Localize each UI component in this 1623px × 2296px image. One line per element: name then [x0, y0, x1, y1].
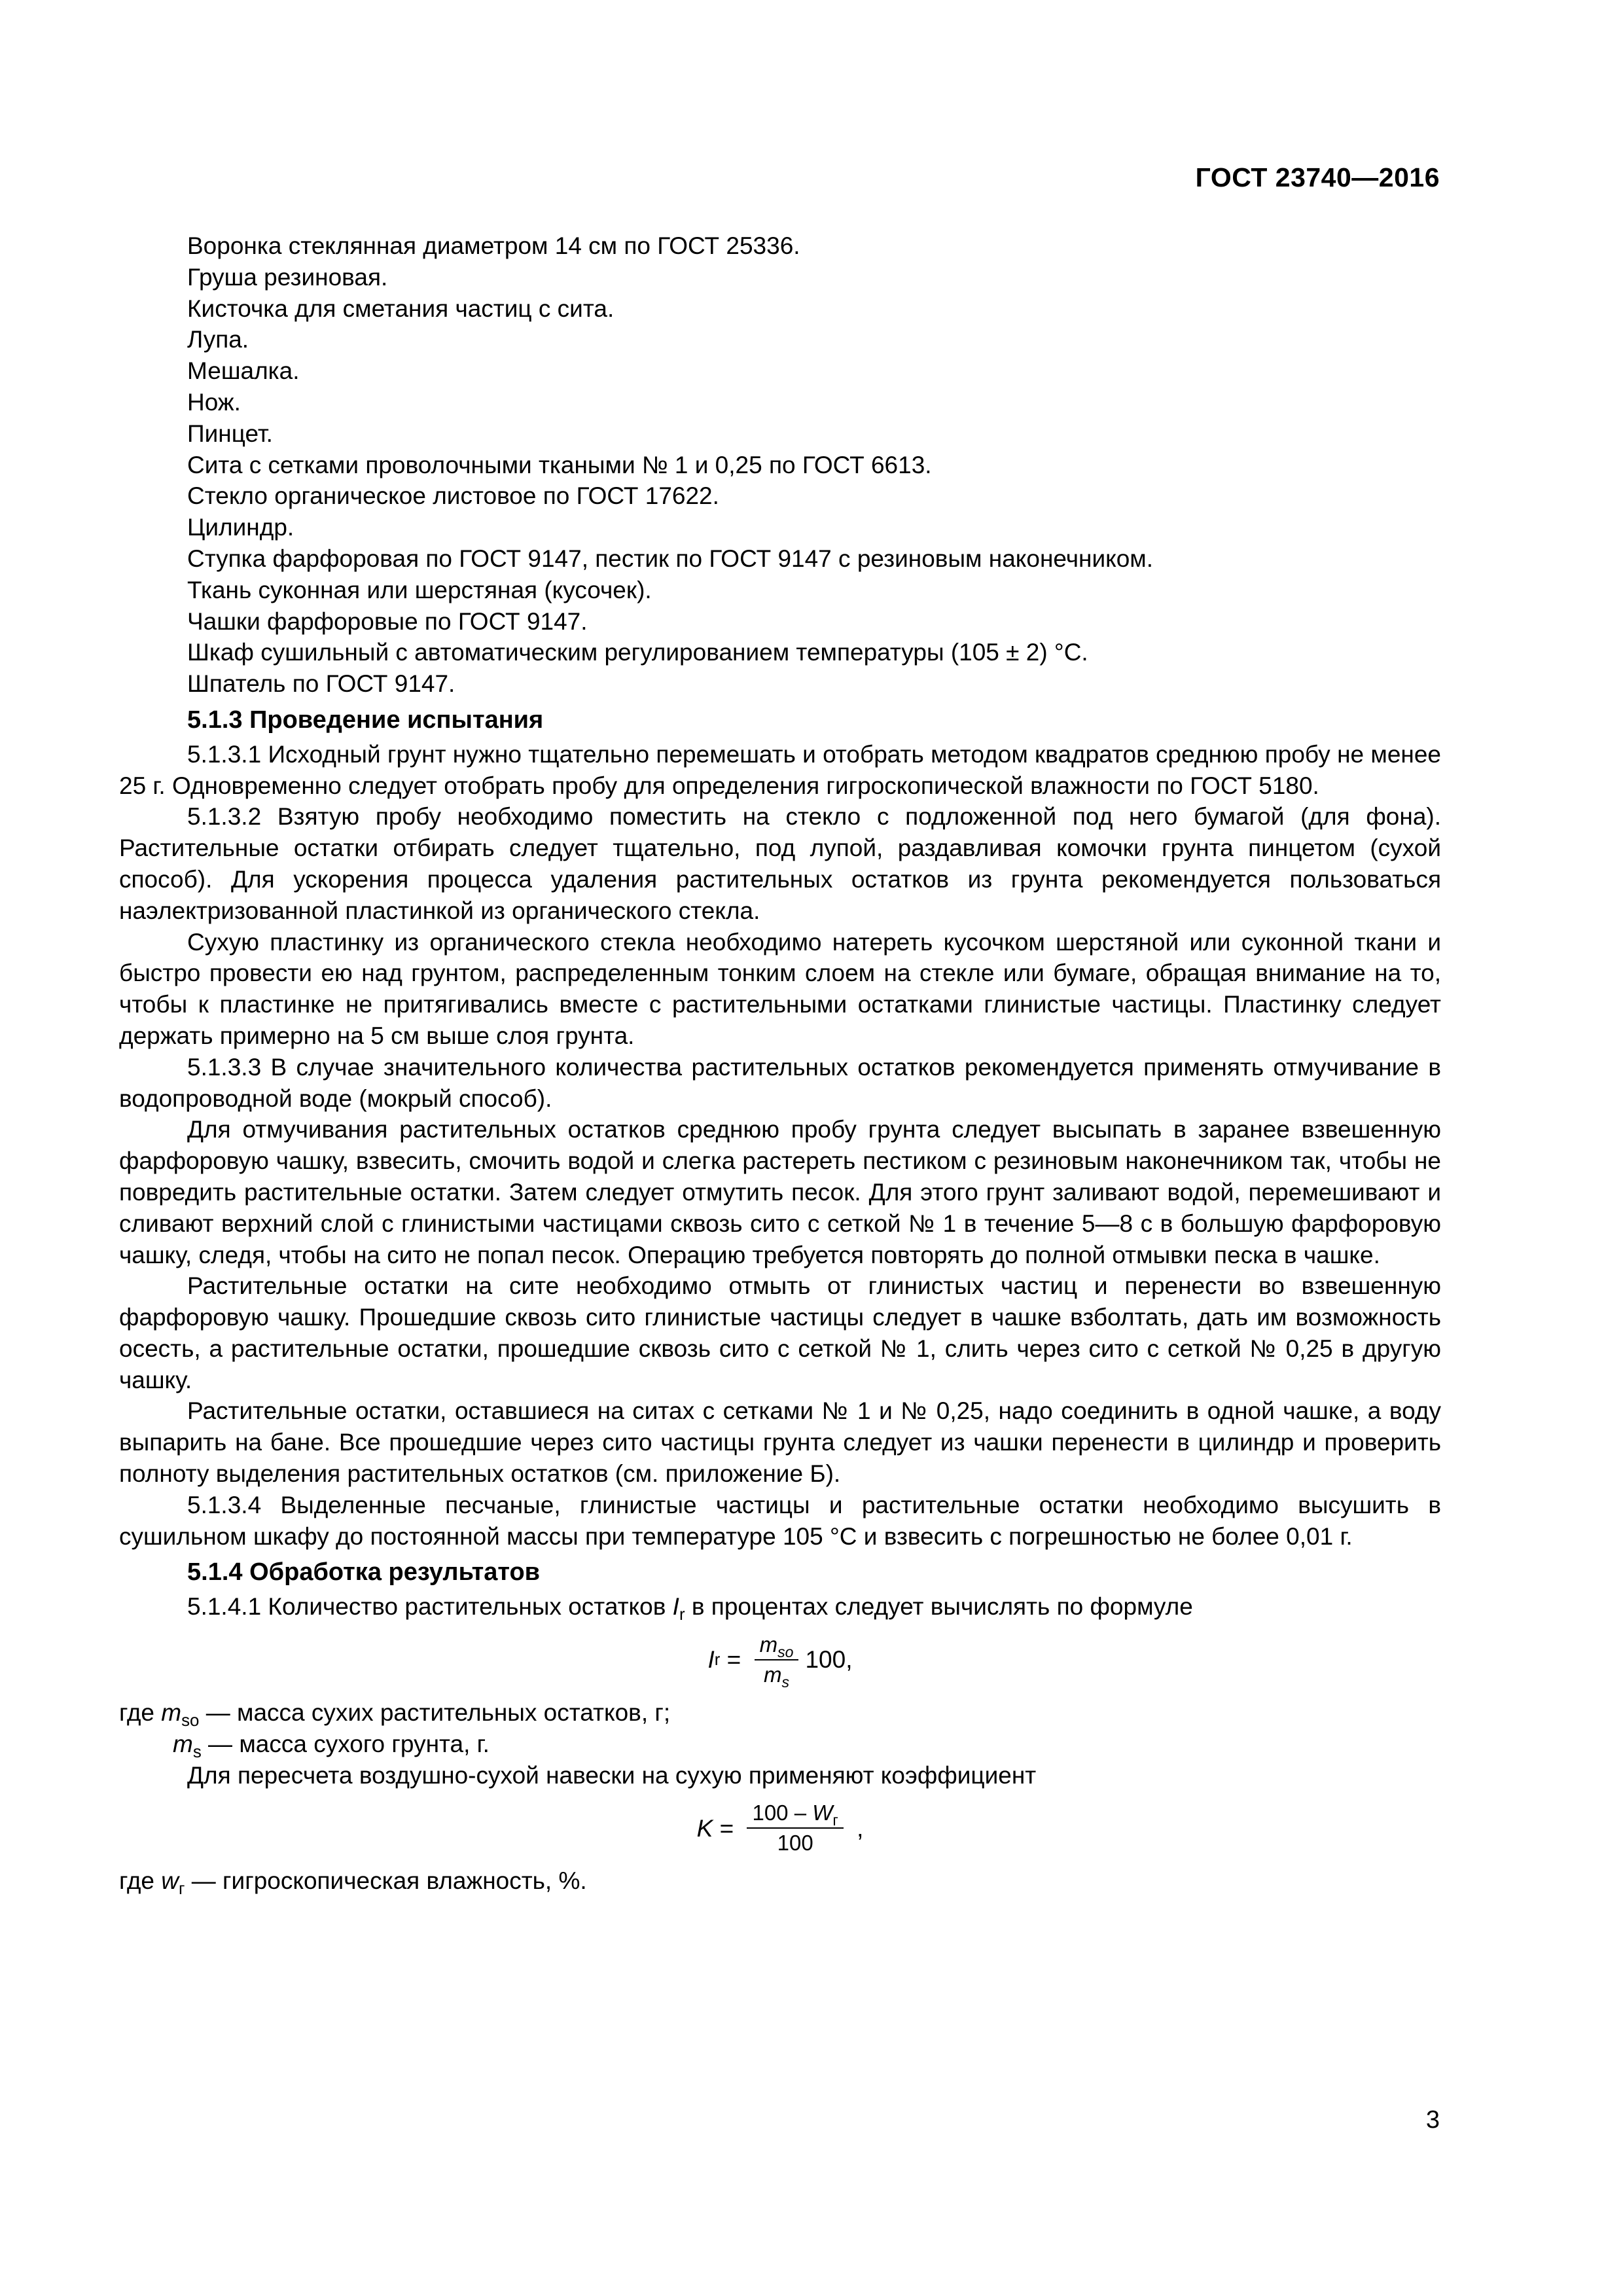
conversion-text: Для пересчета воздушно-сухой навески на сухую применяют коэффициент — [187, 1761, 1037, 1789]
equipment-item: Стекло органическое листовое по ГОСТ 17622. — [187, 482, 719, 510]
formula-fraction — [755, 1632, 799, 1691]
numerator-subscript: so — [777, 1643, 794, 1661]
paragraph: 5.1.3.2 Взятую пробу необходимо поместить на стекло с подложенной под него бумагой (для фона). Растительные остатки отбирать следует тщательно, под лупой, раздавливая комочки грунта пинцетом (сухой способ). Для ускорения процесса удаления растительных остатков из грунта рекомендуется пользоваться наэлектризованной пластинкой из органического стекла. — [119, 803, 1441, 924]
paragraph: Растительные остатки на сите необходимо отмыть от глинистых частиц и перенести во взвешенную фарфоровую чашку. Прошедшие сквозь сито глинистые частицы следует в чашке взболтать, дать им возможность осесть, а растительные остатки, прошедшие сквозь сито с сеткой № 1, слить через сито с сеткой № 0,25 в другую чашку. — [119, 1272, 1441, 1393]
where-prefix: где — [119, 1699, 162, 1727]
where-var: w — [161, 1867, 179, 1895]
intro-text: 5.1.4.1 Количество растительных остатков — [187, 1593, 673, 1621]
page-number: 3 — [1425, 2106, 1440, 2134]
where-prefix: где — [119, 1867, 162, 1895]
paragraph: 5.1.3.1 Исходный грунт нужно тщательно перемешать и отобрать методом квадратов среднюю пробу не менее 25 г. Одновременно следует отобрать пробу для определения гигроскопической влажности по ГОСТ 5180. — [119, 740, 1441, 799]
paragraph: Сухую пластинку из органического стекла необходимо натереть кусочком шерстяной или суконной ткани и быстро провести ею над грунтом, распределенным тонким слоем на стекле или бумаге, обращая внимание на то, чтобы к пластинке не притягивались вместе с растительными остатками глинистые частицы. Пластинку следует держать примерно на 5 см выше слоя грунта. — [119, 928, 1441, 1049]
equipment-item: Шкаф сушильный с автоматическим регулированием температуры (105 ± 2) °С. — [187, 639, 1088, 666]
formula-tail: , — [849, 1814, 864, 1842]
formula-lhs: K — [696, 1814, 713, 1842]
fraction-numerator — [747, 1800, 843, 1829]
equipment-item: Ткань суконная или шерстяная (кусочек). — [187, 576, 652, 603]
section-heading: 5.1.3 Проведение испытания — [187, 706, 544, 734]
fraction-numerator — [755, 1632, 799, 1660]
equipment-item: Нож. — [187, 388, 241, 416]
formula-equals: = — [720, 1646, 748, 1674]
section-heading: 5.1.4 Обработка результатов — [187, 1558, 541, 1587]
formula-fraction — [747, 1800, 843, 1856]
page-content — [119, 230, 1441, 1897]
denominator-subscript: s — [781, 1674, 790, 1691]
equipment-item: Лупа. — [187, 326, 249, 353]
where-var: m — [161, 1699, 182, 1727]
equipment-item: Мешалка. — [187, 357, 300, 385]
formula-tail: 100, — [805, 1646, 853, 1674]
where-text: — масса сухих растительных остатков, г; — [199, 1699, 671, 1727]
equipment-item: Пинцет. — [187, 420, 273, 447]
document-header: ГОСТ 23740—2016 — [1195, 162, 1440, 192]
fraction-denominator — [758, 1660, 794, 1691]
numerator-var: W — [812, 1801, 833, 1825]
var-subscript: r — [679, 1605, 685, 1624]
denominator-var: m — [764, 1662, 782, 1687]
equipment-item: Кисточка для сметания частиц с сита. — [187, 295, 615, 322]
where-line — [119, 1697, 1441, 1729]
where-subscript: г — [179, 1880, 185, 1899]
numerator-var: m — [759, 1632, 778, 1657]
equipment-item: Ступка фарфоровая по ГОСТ 9147, пестик по ГОСТ 9147 с резиновым наконечником. — [187, 545, 1154, 572]
equipment-item: Шпатель по ГОСТ 9147. — [187, 670, 455, 698]
var-symbol: I — [672, 1593, 679, 1621]
equipment-item: Сита с сетками проволочными ткаными № 1 и 0,25 по ГОСТ 6613. — [187, 451, 932, 478]
paragraph: Растительные остатки, оставшиеся на ситах с сетками № 1 и № 0,25, надо соединить в одной чашке, а воду выпарить на бане. Все прошедшие через сито частицы грунта следует из чашки перенести в цилиндр и проверить полноту выделения растительных остатков (см. приложение Б). — [119, 1397, 1441, 1488]
paragraph: 5.1.3.3 В случае значительного количества растительных остатков рекомендуется применять отмучивание в водопроводной воде (мокрый способ). — [119, 1053, 1441, 1112]
equipment-item: Груша резиновая. — [187, 263, 388, 291]
fraction-denominator: 100 — [777, 1831, 813, 1856]
intro-text: в процентах следует вычислять по формуле — [685, 1593, 1193, 1621]
formula-intro — [119, 1591, 1441, 1623]
where-text: — масса сухого грунта, г. — [201, 1730, 490, 1757]
formula-k — [119, 1800, 1441, 1856]
where-subscript: s — [192, 1742, 202, 1761]
equipment-item: Чашки фарфоровые по ГОСТ 9147. — [187, 607, 588, 635]
equipment-item: Цилиндр. — [187, 514, 294, 541]
equipment-item: Воронка стеклянная диаметром 14 см по ГОСТ 25336. — [187, 232, 800, 259]
equipment-list — [119, 230, 1441, 700]
formula-lhs: I — [707, 1646, 715, 1674]
where-subscript: so — [181, 1712, 200, 1731]
numerator-subscript: г — [832, 1812, 838, 1829]
where-text: — гигроскопическая влажность, %. — [185, 1867, 587, 1895]
formula-ir: I r = $\frac{m_{so}}{m_s}$ 100, — [707, 1632, 853, 1691]
numerator-text: 100 – — [752, 1801, 813, 1825]
where-line — [119, 1865, 1441, 1897]
where-var: m — [173, 1730, 193, 1757]
formula-equals: = — [713, 1814, 741, 1842]
paragraph: Для отмучивания растительных остатков среднюю пробу грунта следует высыпать в заранее взвешенную фарфоровую чашку, взвесить, смочить водой и слегка растереть пестиком с резиновым наконечником так, чтобы не повредить растительные остатки. Затем следует отмутить песок. Для этого грунт заливают водой, перемешивают и сливают верхний слой с глинистыми частицами сквозь сито с сеткой № 1 в течение 5—8 с в большую фарфоровую чашку, следя, чтобы на сито не попал песок. Операцию требуется повторять до полной отмывки песка в чашке. — [119, 1116, 1441, 1268]
paragraph: 5.1.3.4 Выделенные песчаные, глинистые частицы и растительные остатки необходимо высушить в сушильном шкафу до постоянной массы при температуре 105 °С и взвесить с погрешностью не более 0,01 г. — [119, 1491, 1441, 1550]
where-line — [173, 1729, 1441, 1760]
